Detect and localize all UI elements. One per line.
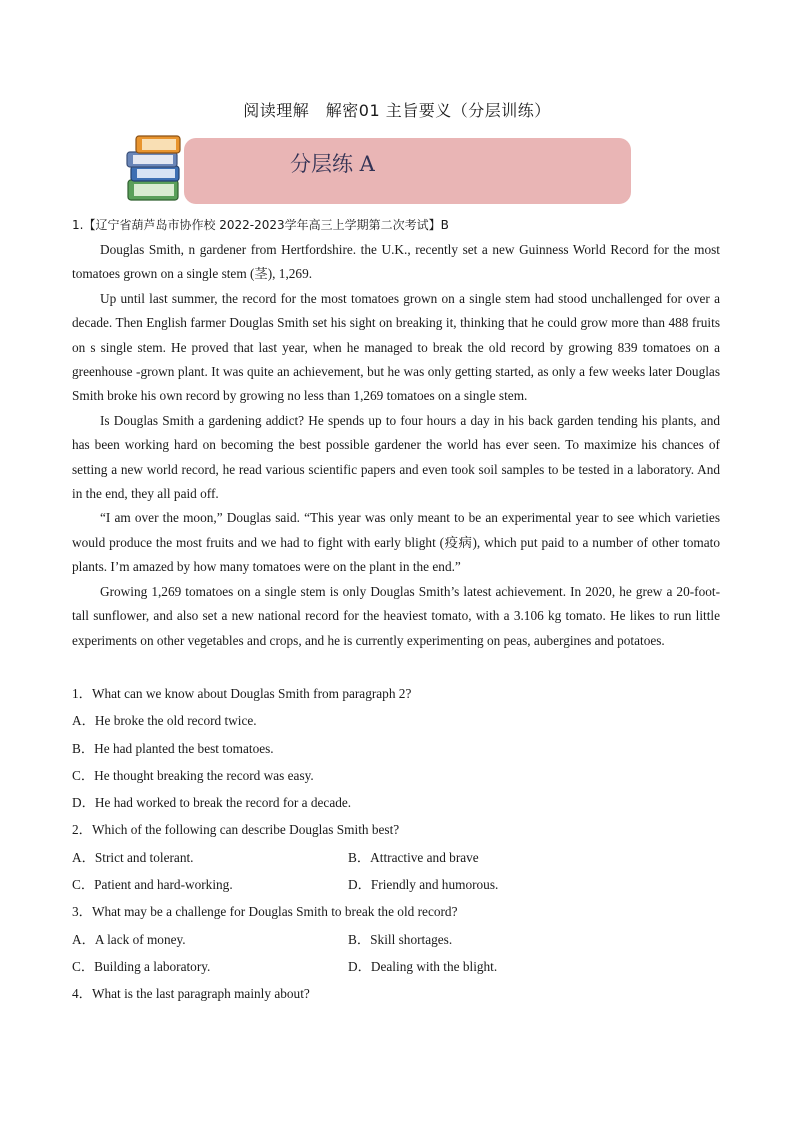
level-banner bbox=[184, 138, 631, 204]
answer-option: C．He thought breaking the record was easy. bbox=[72, 767, 314, 783]
answer-option: A．He broke the old record twice. bbox=[72, 713, 257, 729]
document-title: 阅读理解 解密01 主旨要义（分层训练） bbox=[243, 101, 551, 120]
paragraph: Is Douglas Smith a gardening addict? He spends up to four hours a day in his back garden tending his plants, and has been working hard on becoming the best possible gardener the world has ever seen. To maximize his chances of setting a new world record, he read various scientific papers and even took soil samples to be tested in a laboratory. And in the end, they all paid off. bbox=[72, 412, 720, 502]
answer-option-row bbox=[72, 844, 720, 871]
answer-option: C．Patient and hard-working. bbox=[72, 877, 233, 893]
answer-option: B．He had planted the best tomatoes. bbox=[72, 740, 274, 756]
question-stem: 1．What can we know about Douglas Smith from paragraph 2? bbox=[72, 686, 412, 701]
banner-title: 分层练 A bbox=[290, 152, 375, 176]
question-stem: 3．What may be a challenge for Douglas Smith to break the old record? bbox=[72, 904, 458, 920]
question-source: 1.【辽宁省葫芦岛市协作校 2022-2023学年高三上学期第二次考试】B bbox=[72, 218, 449, 232]
answer-option: A．Strict and tolerant. bbox=[72, 849, 194, 865]
paragraph: Douglas Smith, n gardener from Hertfordshire. the U.K., recently set a new Guinness World Record for the most tomatoes grown on a single stem (茎), 1,269. bbox=[72, 242, 720, 282]
paragraph: “I am over the moon,” Douglas said. “This year was only meant to be an experimental year to see which varieties would produce the most fruits and we had to fight with early blight (疫病), which put paid to a number of other tomato plants. I’m amazed by how many tomatoes were on the plant in the end.” bbox=[72, 510, 720, 575]
answer-option: D．He had worked to break the record for a decade. bbox=[72, 795, 352, 811]
answer-option: B．Skill shortages. bbox=[348, 931, 453, 947]
answer-option-row bbox=[72, 871, 720, 898]
question-list bbox=[72, 680, 720, 1008]
answer-option-row bbox=[72, 926, 720, 953]
question-stem: 4．What is the last paragraph mainly about? bbox=[72, 986, 310, 1002]
answer-option: A．A lack of money. bbox=[72, 931, 186, 947]
paragraph: Up until last summer, the record for the most tomatoes grown on a single stem had stood unchallenged for over a decade. Then English farmer Douglas Smith set his sight on breaking it, thinking that he could grow more than 488 fruits on s single stem. He proved that last year, when he managed to break the old record by growing 839 tomatoes on a greenhouse -grown plant. It was quite an achievement, but he was only getting started, as only a few weeks later Douglas Smith broke his own record by growing no less than 1,269 tomatoes on a single stem. bbox=[72, 290, 720, 404]
answer-option: D．Dealing with the blight. bbox=[348, 958, 498, 974]
question-stem: 2．Which of the following can describe Douglas Smith best? bbox=[72, 822, 400, 838]
books-icon bbox=[126, 130, 184, 204]
answer-option-row bbox=[72, 953, 720, 980]
paragraph: Growing 1,269 tomatoes on a single stem is only Douglas Smith’s latest achievement. In 2020, he grew a 20-foot-tall sunflower, and also set a new national record for the heaviest tomato, with a 3.106 kg tomato. He likes to run little experiments on other vegetables and crops, and he is currently experimenting on peas, aubergines and potatoes. bbox=[72, 583, 720, 648]
answer-option: B．Attractive and brave bbox=[348, 849, 479, 865]
answer-option: D．Friendly and humorous. bbox=[348, 877, 499, 893]
answer-option: C．Building a laboratory. bbox=[72, 958, 211, 974]
reading-passage bbox=[72, 238, 720, 653]
